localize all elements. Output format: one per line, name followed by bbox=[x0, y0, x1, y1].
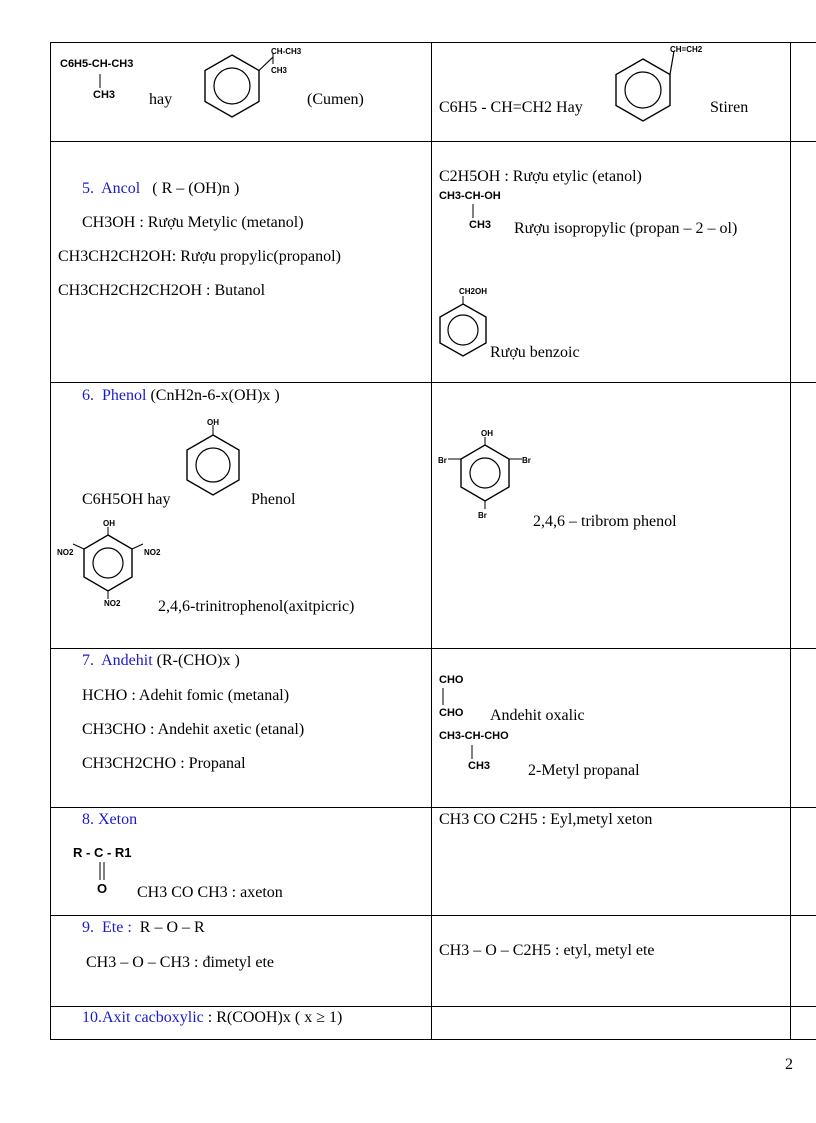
cell-extra-1 bbox=[791, 43, 816, 142]
benzoic-benzene-ring bbox=[436, 292, 496, 362]
xeton-example: CH3 CO CH3 : axeton bbox=[137, 884, 283, 901]
phenol-formula: C6H5OH hay bbox=[82, 491, 171, 508]
cell-ancol-right bbox=[432, 142, 791, 383]
stiren-ring-sub: CH=CH2 bbox=[670, 45, 703, 54]
iso-formula: CH3-CH-OH bbox=[439, 190, 501, 202]
phenol-heading: 6. Phenol (CnH2n-6-x(OH)x ) bbox=[82, 387, 280, 404]
xeton-skeleton: R - C - R1 bbox=[73, 845, 132, 860]
ancol-line-1: CH3OH : Rượu Metylic (metanol) bbox=[82, 214, 304, 231]
tnp-no2-left: NO2 bbox=[57, 548, 74, 557]
oxalic-name: Andehit oxalic bbox=[490, 707, 585, 724]
cell-cumen bbox=[51, 43, 432, 142]
cell-extra-3 bbox=[791, 383, 816, 649]
cell-extra-2 bbox=[791, 142, 816, 383]
row-andehit bbox=[51, 649, 816, 808]
cumen-branch: CH3 bbox=[93, 89, 116, 101]
ete-example: CH3 – O – CH3 : đimetyl ete bbox=[86, 954, 274, 971]
tbp-benzene-ring bbox=[456, 437, 526, 517]
ancol-line-3: CH3CH2CH2CH2OH : Butanol bbox=[58, 282, 266, 299]
andehit-heading: 7. Andehit (R-(CHO)x ) bbox=[82, 652, 240, 669]
mp-branch: CH3 bbox=[468, 760, 491, 772]
ancol-heading: 5. Ancol ( R – (OH)n ) bbox=[82, 180, 240, 197]
cell-ete-left bbox=[51, 916, 432, 1007]
oxalic-cho-top: CHO bbox=[439, 674, 464, 686]
tnp-benzene-ring bbox=[79, 527, 149, 607]
tbp-br-right: Br bbox=[522, 456, 531, 465]
benzoic-sub: CH2OH bbox=[459, 287, 488, 296]
row-aromatic bbox=[51, 43, 816, 142]
cumen-ring-sub-bottom: CH3 bbox=[271, 66, 288, 75]
cell-extra-7 bbox=[791, 1007, 816, 1040]
row-xeton bbox=[51, 808, 816, 916]
cell-extra-4 bbox=[791, 649, 816, 808]
ete-heading: 9. Ete : R – O – R bbox=[82, 919, 205, 936]
andehit-line-3: CH3CH2CHO : Propanal bbox=[82, 755, 246, 772]
tbp-name: 2,4,6 – tribrom phenol bbox=[533, 513, 677, 530]
phenol-name: Phenol bbox=[251, 491, 296, 508]
tnp-oh: OH bbox=[103, 519, 115, 528]
xeton-right: CH3 CO C2H5 : Eyl,metyl xeton bbox=[439, 811, 653, 828]
xeton-double-bond bbox=[51, 808, 131, 888]
cell-xeton-left bbox=[51, 808, 432, 916]
cell-phenol-left bbox=[51, 383, 432, 649]
phenol-benzene-ring bbox=[181, 425, 251, 505]
benzoic-name: Rượu benzoic bbox=[490, 344, 580, 361]
cell-extra-6 bbox=[791, 916, 816, 1007]
cumen-name: (Cumen) bbox=[307, 91, 364, 108]
cell-axit-right bbox=[432, 1007, 791, 1040]
cell-xeton-right bbox=[432, 808, 791, 916]
iso-branch: CH3 bbox=[469, 219, 492, 231]
cell-ancol-left bbox=[51, 142, 432, 383]
xeton-heading: 8. Xeton bbox=[82, 811, 138, 828]
tbp-br-left: Br bbox=[438, 456, 447, 465]
cumen-benzene-ring bbox=[201, 47, 311, 127]
stiren-formula: C6H5 - CH=CH2 Hay bbox=[439, 99, 583, 116]
axit-heading: 10.Axit cacboxylic : R(COOH)x ( x ≥ 1) bbox=[82, 1009, 343, 1026]
cumen-hay: hay bbox=[149, 91, 173, 108]
stiren-benzene-ring bbox=[612, 49, 722, 129]
row-axit bbox=[51, 1007, 816, 1040]
ete-right: CH3 – O – C2H5 : etyl, metyl ete bbox=[439, 942, 655, 959]
andehit-line-2: CH3CHO : Andehit axetic (etanal) bbox=[82, 721, 305, 738]
row-phenol bbox=[51, 383, 816, 649]
cell-andehit-left bbox=[51, 649, 432, 808]
cell-stiren bbox=[432, 43, 791, 142]
row-ete bbox=[51, 916, 816, 1007]
oxalic-cho-bottom: CHO bbox=[439, 707, 464, 719]
tnp-no2-bottom: NO2 bbox=[104, 599, 121, 608]
row-ancol bbox=[51, 142, 816, 383]
cell-ete-right bbox=[432, 916, 791, 1007]
ancol-line-2: CH3CH2CH2OH: Rượu propylic(propanol) bbox=[58, 248, 341, 265]
iso-name: Rượu isopropylic (propan – 2 – ol) bbox=[514, 220, 738, 237]
tnp-name: 2,4,6-trinitrophenol(axitpicric) bbox=[158, 598, 355, 615]
cell-phenol-right bbox=[432, 383, 791, 649]
xeton-oxygen: O bbox=[97, 881, 108, 896]
mp-name: 2-Metyl propanal bbox=[528, 762, 640, 779]
mp-formula: CH3-CH-CHO bbox=[439, 730, 509, 742]
cell-axit-left bbox=[51, 1007, 432, 1040]
cumen-ring-sub-top: CH-CH3 bbox=[271, 47, 302, 56]
ancol-etylic: C2H5OH : Rượu etylic (etanol) bbox=[439, 168, 642, 185]
andehit-line-1: HCHO : Adehit fomic (metanal) bbox=[82, 687, 290, 704]
stiren-name: Stiren bbox=[710, 99, 749, 116]
tnp-no2-right: NO2 bbox=[144, 548, 161, 557]
content-table bbox=[50, 42, 816, 1040]
tbp-br-bottom: Br bbox=[478, 511, 487, 520]
page-number: 2 bbox=[785, 1056, 793, 1073]
cell-extra-5 bbox=[791, 808, 816, 916]
cell-andehit-right bbox=[432, 649, 791, 808]
tbp-oh: OH bbox=[481, 429, 493, 438]
cumen-formula: C6H5-CH-CH3 bbox=[60, 58, 134, 70]
phenol-oh: OH bbox=[207, 418, 219, 427]
